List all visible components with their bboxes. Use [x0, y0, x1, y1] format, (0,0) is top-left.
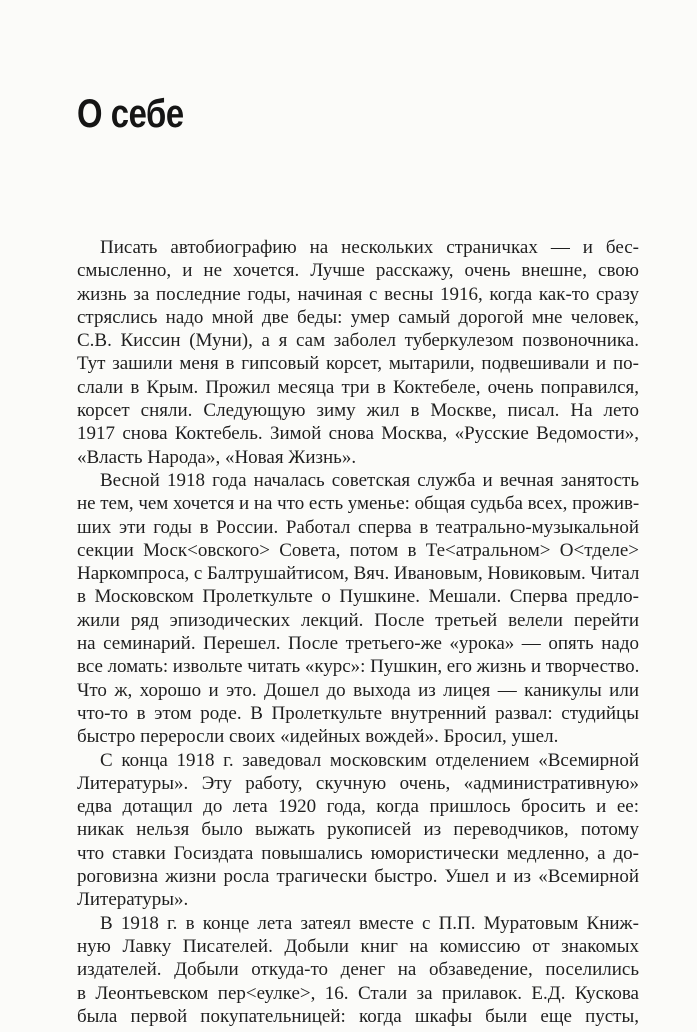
text-line: была первой покупательницей: когда шкафы были еще пусты, — [77, 1005, 639, 1027]
text-line: Тут зашили меня в гипсовый корсет, мытарили, подвешивали и по- — [77, 353, 639, 375]
text-line: смысленно, и не хочется. Лучше расскажу, очень внешне, свою — [77, 260, 639, 282]
text-line: Наркомпроса, с Балтрушайтисом, Вяч. Ивановым, Новиковым. Читал — [77, 563, 640, 585]
text-line: что ставки Госиздата повышались юмористически медленно, а до- — [77, 842, 639, 864]
text-line: едва дотащил до лета 1920 года, когда пришлось бросить и ее: — [77, 796, 639, 818]
paragraph — [77, 236, 639, 469]
text-line: не тем, чем хочется и на что есть уменье: общая судьба всех, прожив- — [77, 493, 640, 515]
text-line: Что ж, хорошо и это. Дошел до выхода из лицея — каникулы или — [77, 679, 639, 701]
text-line: слали в Крым. Прожил месяца три в Коктебеле, очень поправился, — [77, 376, 639, 398]
text-line: быстро переросли своих «идейных вождей». Бросил, ушел. — [77, 726, 559, 748]
text-line: ших эти годы в России. Работал сперва в театрально-музыкальной — [77, 516, 639, 538]
text-line: секции Моск<овского> Совета, потом в Те<атральном> О<тделе> — [77, 539, 639, 561]
text-line: жили ряд эпизодических лекций. После третьей велели перейти — [77, 609, 639, 631]
text-line: никак нельзя было выжать рукописей из переводчиков, потому — [77, 819, 639, 841]
text-line: все ломать: извольте читать «курс»: Пушкин, его жизнь и творчество. — [77, 656, 640, 678]
text-line: издателей. Добыли откуда-то денег на обзаведение, поселились — [77, 959, 639, 981]
text-line: Писать автобиографию на нескольких страничках — и бес- — [100, 237, 639, 258]
text-line: С конца 1918 г. заведовал московским отделением «Всемирной — [100, 749, 639, 771]
text-line: жизнь за последние годы, начиная с весны 1916, когда как-то сразу — [77, 283, 639, 305]
text-line: что-то в этом роде. В Пролеткульте внутренний развал: студийцы — [77, 702, 639, 724]
text-line: Весной 1918 года началась советская служба и вечная занятость — [100, 469, 639, 491]
text-line: стряслись надо мной две беды: умер самый дорогой мне человек, — [77, 306, 639, 328]
text-line: Литературы». — [77, 889, 189, 911]
text-line: Литературы». Эту работу, скучную очень, «административную» — [77, 772, 639, 794]
text-line: «Власть Народа», «Новая Жизнь». — [77, 446, 357, 468]
paragraph — [77, 912, 639, 1028]
chapter-title: О себе — [77, 92, 184, 136]
text-line: В 1918 г. в конце лета затеял вместе с П.П. Муратовым Книж- — [100, 912, 639, 934]
text-line: ную Лавку Писателей. Добыли книг на комиссию от знакомых — [77, 935, 639, 957]
paragraph — [77, 749, 639, 912]
text-line: роговизна жизни росла трагически быстро. Ушел и из «Всемирной — [77, 866, 639, 888]
text-line: в Леонтьевском пер<еулке>, 16. Стали за прилавок. Е.Д. Кускова — [77, 982, 639, 1004]
text-line: в Московском Пролеткульте о Пушкине. Мешали. Сперва предло- — [77, 586, 639, 608]
text-line: корсет сняли. Следующую зиму жил в Москве, писал. На лето — [77, 400, 639, 422]
text-line: на семинарий. Перешел. После третьего-же «урока» — опять надо — [77, 633, 639, 655]
chapter-body — [77, 236, 639, 1028]
text-line: С.В. Киссин (Муни), а я сам заболел туберкулезом позвоночника. — [77, 330, 639, 352]
paragraph — [77, 469, 639, 749]
text-line: 1917 снова Коктебель. Зимой снова Москва, «Русские Ведомости», — [77, 423, 639, 445]
